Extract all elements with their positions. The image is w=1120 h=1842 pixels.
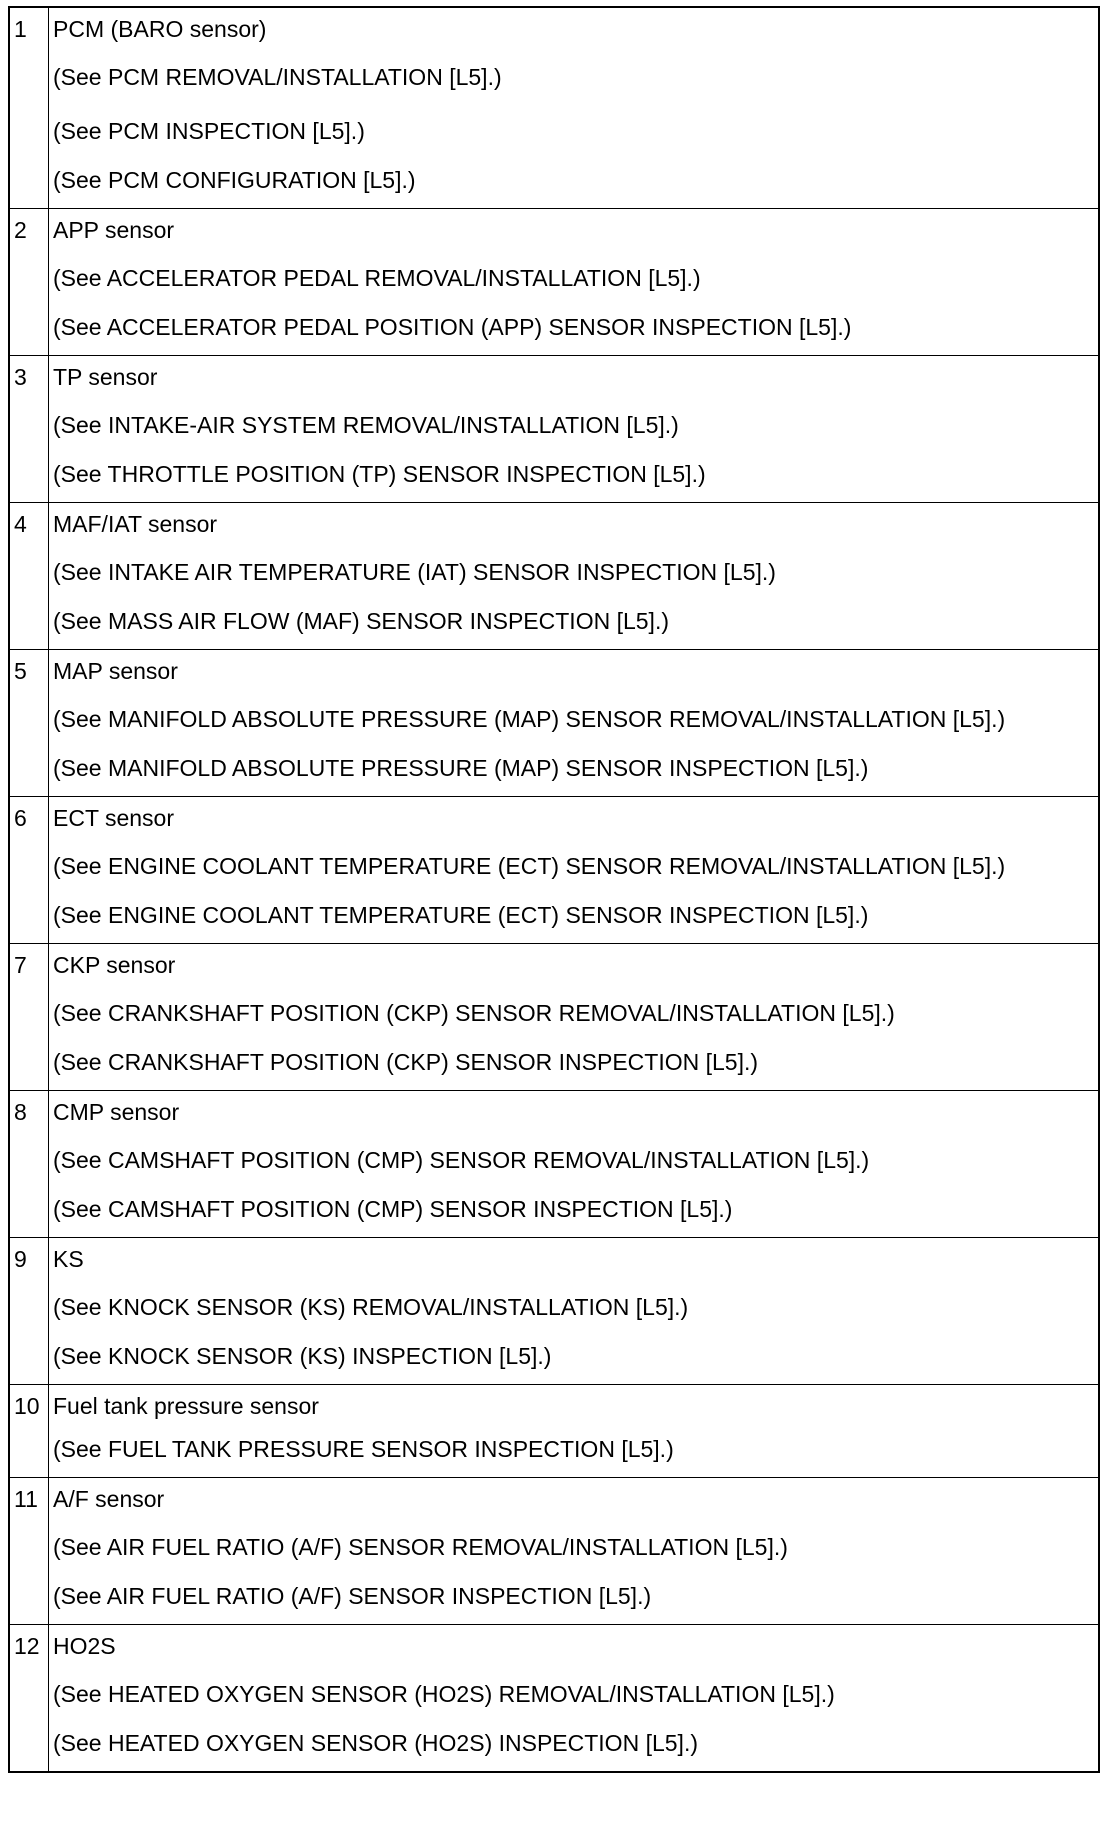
table-body: [9, 7, 1099, 1772]
table-row: [9, 356, 1099, 503]
row-number: 5: [9, 650, 49, 797]
reference-link[interactable]: (See INTAKE AIR TEMPERATURE (IAT) SENSOR INSPECTION [L5].): [53, 559, 776, 585]
component-name: KS: [53, 1246, 84, 1272]
component-name: HO2S: [53, 1633, 116, 1659]
component-name: PCM (BARO sensor): [53, 16, 267, 42]
row-content: [49, 1385, 1100, 1478]
table-row: [9, 503, 1099, 650]
reference-link[interactable]: (See CAMSHAFT POSITION (CMP) SENSOR REMOVAL/INSTALLATION [L5].): [53, 1147, 870, 1173]
row-number: 9: [9, 1238, 49, 1385]
reference-link[interactable]: (See HEATED OXYGEN SENSOR (HO2S) INSPECTION [L5].): [53, 1730, 698, 1756]
table-row: [9, 1238, 1099, 1385]
reference-link[interactable]: (See MANIFOLD ABSOLUTE PRESSURE (MAP) SENSOR INSPECTION [L5].): [53, 755, 869, 781]
component-name: ECT sensor: [53, 805, 175, 831]
row-number: 4: [9, 503, 49, 650]
row-content: [49, 7, 1100, 209]
row-content: [49, 1478, 1100, 1625]
reference-link[interactable]: (See PCM INSPECTION [L5].): [53, 118, 365, 144]
row-number: 12: [9, 1625, 49, 1773]
reference-link[interactable]: (See ENGINE COOLANT TEMPERATURE (ECT) SENSOR REMOVAL/INSTALLATION [L5].): [53, 853, 1006, 879]
component-name: Fuel tank pressure sensor: [53, 1393, 319, 1419]
row-number: 3: [9, 356, 49, 503]
table-row: [9, 209, 1099, 356]
table-row: [9, 1625, 1099, 1773]
row-content: [49, 1238, 1100, 1385]
reference-link[interactable]: (See INTAKE-AIR SYSTEM REMOVAL/INSTALLATION [L5].): [53, 412, 679, 438]
row-content: [49, 209, 1100, 356]
reference-link[interactable]: (See KNOCK SENSOR (KS) INSPECTION [L5].): [53, 1343, 552, 1369]
row-number: 1: [9, 7, 49, 209]
row-number: 6: [9, 797, 49, 944]
component-name: CMP sensor: [53, 1099, 180, 1125]
reference-link[interactable]: (See HEATED OXYGEN SENSOR (HO2S) REMOVAL/INSTALLATION [L5].): [53, 1681, 835, 1707]
row-number: 11: [9, 1478, 49, 1625]
row-number: 7: [9, 944, 49, 1091]
table-row: [9, 797, 1099, 944]
component-reference-table: [8, 6, 1100, 1773]
reference-link[interactable]: (See THROTTLE POSITION (TP) SENSOR INSPECTION [L5].): [53, 461, 706, 487]
table-row: [9, 1091, 1099, 1238]
reference-link[interactable]: (See CRANKSHAFT POSITION (CKP) SENSOR INSPECTION [L5].): [53, 1049, 759, 1075]
reference-link[interactable]: (See CAMSHAFT POSITION (CMP) SENSOR INSPECTION [L5].): [53, 1196, 733, 1222]
reference-link[interactable]: (See AIR FUEL RATIO (A/F) SENSOR REMOVAL/INSTALLATION [L5].): [53, 1534, 788, 1560]
row-content: [49, 650, 1100, 797]
table-row: [9, 944, 1099, 1091]
component-name: APP sensor: [53, 217, 175, 243]
row-content: [49, 356, 1100, 503]
row-number: 2: [9, 209, 49, 356]
component-name: MAF/IAT sensor: [53, 511, 218, 537]
reference-link[interactable]: (See KNOCK SENSOR (KS) REMOVAL/INSTALLATION [L5].): [53, 1294, 689, 1320]
row-content: [49, 1625, 1100, 1773]
component-name: MAP sensor: [53, 658, 178, 684]
reference-link[interactable]: (See MANIFOLD ABSOLUTE PRESSURE (MAP) SENSOR REMOVAL/INSTALLATION [L5].): [53, 706, 1006, 732]
row-content: [49, 944, 1100, 1091]
reference-link[interactable]: (See ACCELERATOR PEDAL REMOVAL/INSTALLATION [L5].): [53, 265, 701, 291]
row-content: [49, 503, 1100, 650]
component-name: TP sensor: [53, 364, 158, 390]
row-content: [49, 1091, 1100, 1238]
reference-link[interactable]: (See ACCELERATOR PEDAL POSITION (APP) SENSOR INSPECTION [L5].): [53, 314, 852, 340]
reference-link[interactable]: (See PCM REMOVAL/INSTALLATION [L5].): [53, 64, 502, 90]
table-row: [9, 7, 1099, 209]
row-content: [49, 797, 1100, 944]
reference-link[interactable]: (See MASS AIR FLOW (MAF) SENSOR INSPECTION [L5].): [53, 608, 669, 634]
component-name: A/F sensor: [53, 1486, 165, 1512]
reference-link[interactable]: (See PCM CONFIGURATION [L5].): [53, 167, 416, 193]
table-row: [9, 1478, 1099, 1625]
reference-link[interactable]: (See FUEL TANK PRESSURE SENSOR INSPECTION [L5].): [53, 1436, 674, 1462]
reference-link[interactable]: (See CRANKSHAFT POSITION (CKP) SENSOR REMOVAL/INSTALLATION [L5].): [53, 1000, 895, 1026]
row-number: 10: [9, 1385, 49, 1478]
component-name: CKP sensor: [53, 952, 176, 978]
table-row: [9, 1385, 1099, 1478]
reference-link[interactable]: (See ENGINE COOLANT TEMPERATURE (ECT) SENSOR INSPECTION [L5].): [53, 902, 869, 928]
reference-link[interactable]: (See AIR FUEL RATIO (A/F) SENSOR INSPECTION [L5].): [53, 1583, 652, 1609]
table-row: [9, 650, 1099, 797]
row-number: 8: [9, 1091, 49, 1238]
